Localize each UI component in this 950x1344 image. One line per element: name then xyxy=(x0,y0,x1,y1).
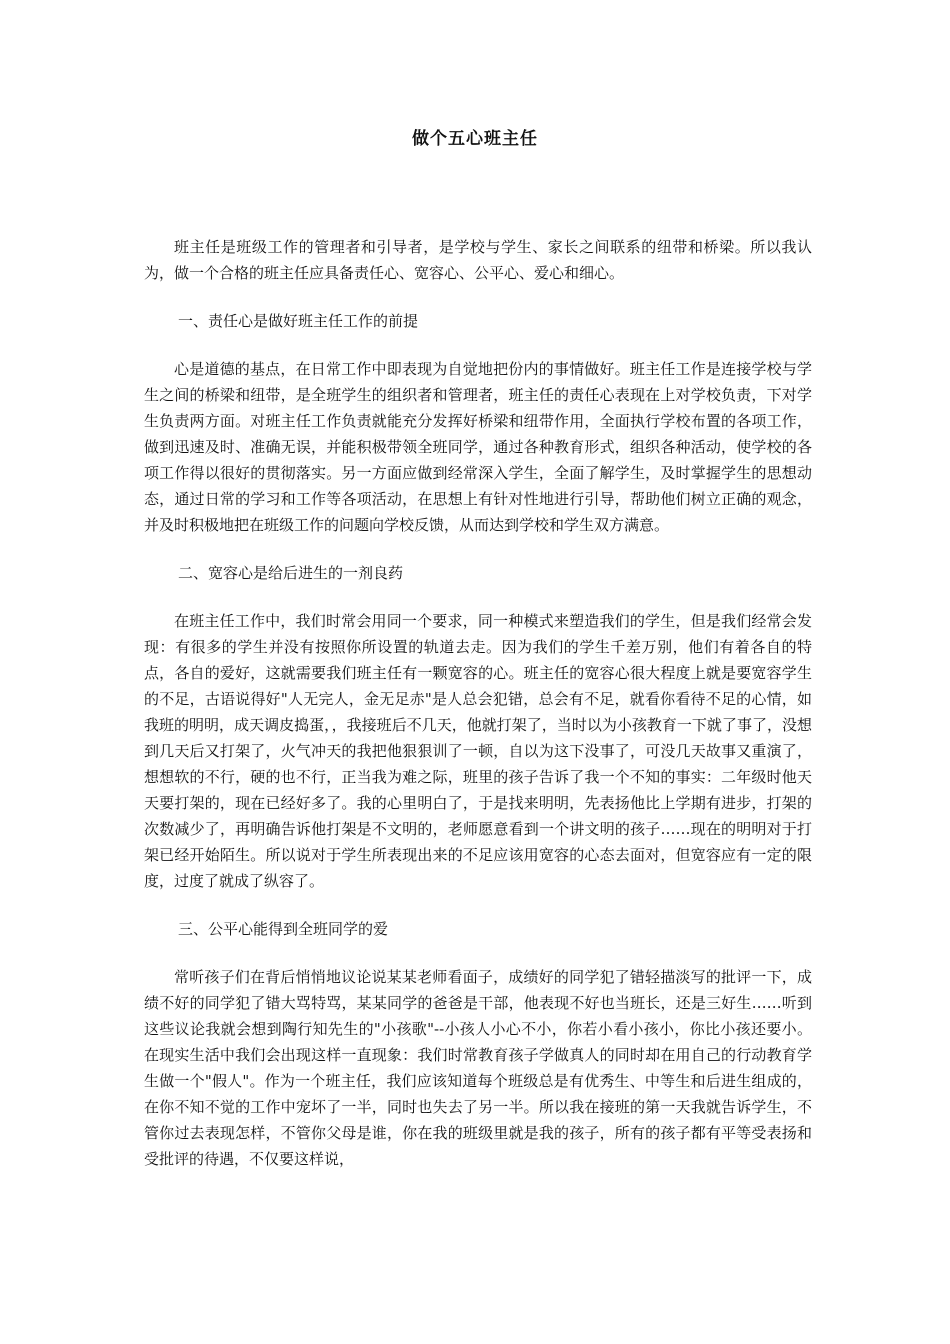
section-body-responsibility: 心是道德的基点，在日常工作中即表现为自觉地把份内的事情做好。班主任工作是连接学校与学生之间的桥梁和纽带，是全班学生的组织者和管理者，班主任的责任心表现在上对学校负责，下对学生负责两方面。对班主任工作负责就能充分发挥好桥梁和纽带作用，全面执行学校布置的各项工作，做到迅速及时、准确无误，并能积极带领全班同学，通过各种教育形式，组织各种活动，使学校的各项工作得以很好的贯彻落实。另一方面应做到经常深入学生，全面了解学生，及时掌握学生的思想动态，通过日常的学习和工作等各项活动，在思想上有针对性地进行引导，帮助他们树立正确的观念，并及时积极地把在班级工作的问题向学校反馈，从而达到学校和学生双方满意。 xyxy=(144,360,812,534)
section-body-tolerance: 在班主任工作中，我们时常会用同一个要求，同一种模式来塑造我们的学生，但是我们经常会发现：有很多的学生并没有按照你所设置的轨道去走。因为我们的学生千差万别，他们有着各自的特点，各自的爱好，这就需要我们班主任有一颗宽容的心。班主任的宽容心很大程度上就是要宽容学生的不足，古语说得好"人无完人，金无足赤"是人总会犯错，总会有不足，就看你看待不足的心情，如我班的明明，成天调皮捣蛋，，我接班后不几天，他就打架了，当时以为小孩教育一下就了事了，没想到几天后又打架了，火气冲天的我把他狠狠训了一顿，自以为这下没事了，可没几天故事又重演了，想想软的不行，硬的也不行，正当我为难之际，班里的孩子告诉了我一个不知的事实：二年级时他天天要打架的，现在已经好多了。我的心里明白了，于是找来明明，先表扬他比上学期有进步，打架的次数减少了，再明确告诉他打架是不文明的，老师愿意看到一个讲文明的孩子……现在的明明对于打架已经开始陌生。所以说对于学生所表现出来的不足应该用宽容的心态去面对，但宽容应有一定的限度，过度了就成了纵容了。 xyxy=(144,612,812,890)
section-heading-tolerance: 二、宽容心是给后进生的一剂良药 xyxy=(178,564,404,582)
document-title: 做个五心班主任 xyxy=(412,129,538,149)
section-body-fairness: 常听孩子们在背后悄悄地议论说某某老师看面子，成绩好的同学犯了错轻描淡写的批评一下，成绩不好的同学犯了错大骂特骂，某某同学的爸爸是干部，他表现不好也当班长，还是三好生……听到这些议论我就会想到陶行知先生的"小孩歌"--小孩人小心不小，你若小看小孩小，你比小孩还要小。在现实生活中我们会出现这样一直现象：我们时常教育孩子学做真人的同时却在用自己的行动教育学生做一个"假人"。作为一个班主任，我们应该知道每个班级总是有优秀生、中等生和后进生组成的，在你不知不觉的工作中宠坏了一半，同时也失去了另一半。所以我在接班的第一天我就告诉学生，不管你过去表现怎样，不管你父母是谁，你在我的班级里就是我的孩子，所有的孩子都有平等受表扬和受批评的待遇，不仅要这样说， xyxy=(144,968,812,1168)
intro-paragraph: 班主任是班级工作的管理者和引导者，是学校与学生、家长之间联系的纽带和桥梁。所以我认为，做一个合格的班主任应具备责任心、宽容心、公平心、爱心和细心。 xyxy=(144,238,812,282)
section-heading-fairness: 三、公平心能得到全班同学的爱 xyxy=(178,920,389,938)
document-body xyxy=(144,234,812,1172)
section-heading-responsibility: 一、责任心是做好班主任工作的前提 xyxy=(178,312,419,330)
